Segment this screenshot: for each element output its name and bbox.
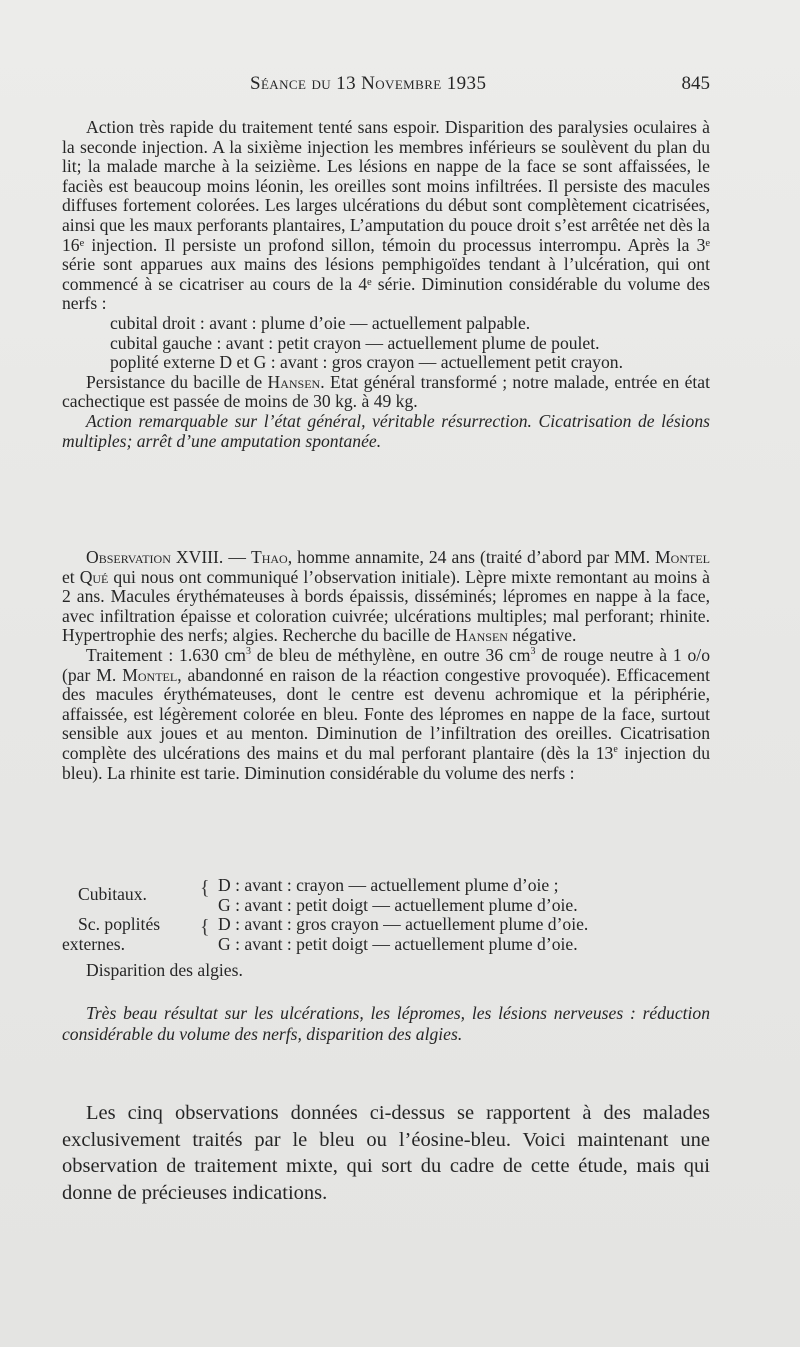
observation-conclusion: Très beau résultat sur les ulcérations, les lépromes, les lésions nerveuses : réduction considérable du volume des nerfs, disparition des algies.	[62, 1003, 710, 1044]
hansen-name: Hansen	[267, 371, 321, 392]
treatment-d: , abandonné en raison de la réaction congestive provoquée). Efficacement des macules érythémateuses, dont le centre est devenu achromique et la périphérie, affaissée, est légèrement colorée en bleu. Fonte des lépromes en nappe de la face, surtout sensible aux joues et au menton. Diminution de l’infiltration des oreilles. Cicatrisation complète des ulcérations des mains et du mal perforant plantaire (dès la 13	[62, 664, 710, 763]
doctor-montel: Montel	[655, 547, 710, 567]
nerve-line-cubital-gauche: cubital gauche : avant : petit crayon — actuellement plume de poulet.	[110, 332, 600, 353]
disparition-line: Disparition des algies.	[86, 960, 243, 980]
page-number: 845	[681, 73, 710, 94]
nerve-line-poplite: poplité externe D et G : avant : gros crayon — actuellement petit crayon.	[110, 352, 623, 373]
previous-case-section	[62, 118, 710, 451]
nerve-values	[218, 876, 578, 915]
hansen-pre: Persistance du bacille de	[86, 371, 268, 392]
observation-et: et	[62, 566, 80, 587]
hansen-name-2: Hansen	[455, 625, 508, 646]
nerve-value: G : avant : petit doigt — actuellement plume d’oie.	[218, 933, 578, 954]
treatment-paragraph	[62, 646, 710, 783]
nerve-group-label	[62, 915, 202, 954]
nerve-group-label: Cubitaux.	[78, 884, 147, 904]
observation-intro	[62, 548, 710, 646]
doctor-que: Qué	[79, 566, 109, 587]
nerve-values	[218, 915, 588, 954]
observation-label: Observation XVIII.	[86, 547, 224, 567]
nerve-group-cubitaux	[62, 876, 710, 915]
ordinal-sup: e	[613, 743, 618, 755]
cube-sup-2: 3	[530, 645, 536, 657]
observation-intro-text: , homme annamite, 24 ans (traité d’abord par MM.	[287, 547, 656, 567]
hansen-paragraph	[62, 373, 710, 412]
observation-intro-end: qui nous ont communiqué l’observation initiale). Lèpre mixte remontant au moins à 2 ans. Macules érythémateuses à bords épaissis, disséminés; lépromes en nappe à la face, avec infiltration épaisse et coloration cuivrée; ulcérations multiples; mal perforant; rhinite. Hypertrophie des nerfs; algies. Recherche du bacille de	[62, 566, 710, 646]
brace-icon: {	[200, 877, 210, 899]
nerve-value: D : avant : crayon — actuellement plume d’oie ;	[218, 875, 559, 895]
cube-sup-1: 3	[245, 645, 251, 657]
observation-dash: —	[223, 547, 251, 567]
nerve-table	[62, 876, 710, 954]
nerve-group-poplites	[62, 915, 710, 954]
doctor-montel-2: Montel	[122, 664, 178, 685]
nerve-value: G : avant : petit doigt — actuellement plume d’oie.	[218, 894, 578, 915]
page-header	[62, 73, 710, 97]
nerve-value: D : avant : gros crayon — actuellement plume d’oie.	[218, 914, 589, 935]
treatment-a: Traitement : 1.630 cm	[86, 644, 246, 665]
treatment-c: de rouge neutre à 1 o/o (par M.	[62, 644, 710, 685]
treatment-b: de bleu de méthylène, en outre 36 cm	[250, 644, 531, 665]
patient-name: Thao	[250, 547, 288, 567]
final-paragraph: Les cinq observations données ci-dessus se rapportent à des malades exclusivement traités par le bleu ou l’éosine-bleu. Voici maintenant une observation de traitement mixte, qui sort du cadre de cette étude, mais qui donne de précieuses indications.	[62, 1102, 710, 1204]
nerve-group-label-line2: externes.	[62, 933, 126, 954]
nerve-group-label-line1: Sc. poplités	[78, 914, 161, 935]
treatment-e: injection du bleu). La rhinite est tarie. Diminution considérable du volume des nerfs :	[62, 742, 710, 783]
case-conclusion: Action remarquable sur l’état général, véritable résurrection. Cicatrisation de lésions multiples; arrêt d’une amputation spontanée.	[62, 410, 710, 451]
observation-intro-tail: négative.	[507, 625, 577, 646]
running-title: Séance du 13 Novembre 1935	[250, 73, 487, 94]
nerve-line-cubital-droit: cubital droit : avant : plume d’oie — actuellement palpable.	[110, 312, 531, 333]
hansen-post: . Etat général transformé ; notre malade, entrée en état cachectique est passée de moins de 30 kg. à 49 kg.	[62, 371, 711, 412]
observation-section	[62, 548, 710, 783]
brace-icon: {	[200, 916, 210, 939]
case-paragraph: Action très rapide du traitement tenté sans espoir. Disparition des paralysies oculaires à la seconde injection. A la sixième injection les membres inférieurs se soulèvent du plan du lit; la malade marche à la seizième. Les lésions en nappe de la face se sont affaissées, le faciès est beaucoup moins léonin, les oreilles sont moins infiltrées. Il persiste des macules diffuses fortement colorées. Les larges ulcérations du début sont complètement cicatrisées, ainsi que les maux perforants plantaires, L’amputation du pouce droit s’est arrêtée net dès la 16ᵉ injection. Il persiste un profond sillon, témoin du processus interrompu. Après la 3ᵉ série sont apparues aux mains des lésions pemphigoïdes tendant à l’ulcération, qui ont commencé à se cicatriser au cours de la 4ᵉ série. Diminution considérable du volume des nerfs :	[62, 117, 710, 314]
